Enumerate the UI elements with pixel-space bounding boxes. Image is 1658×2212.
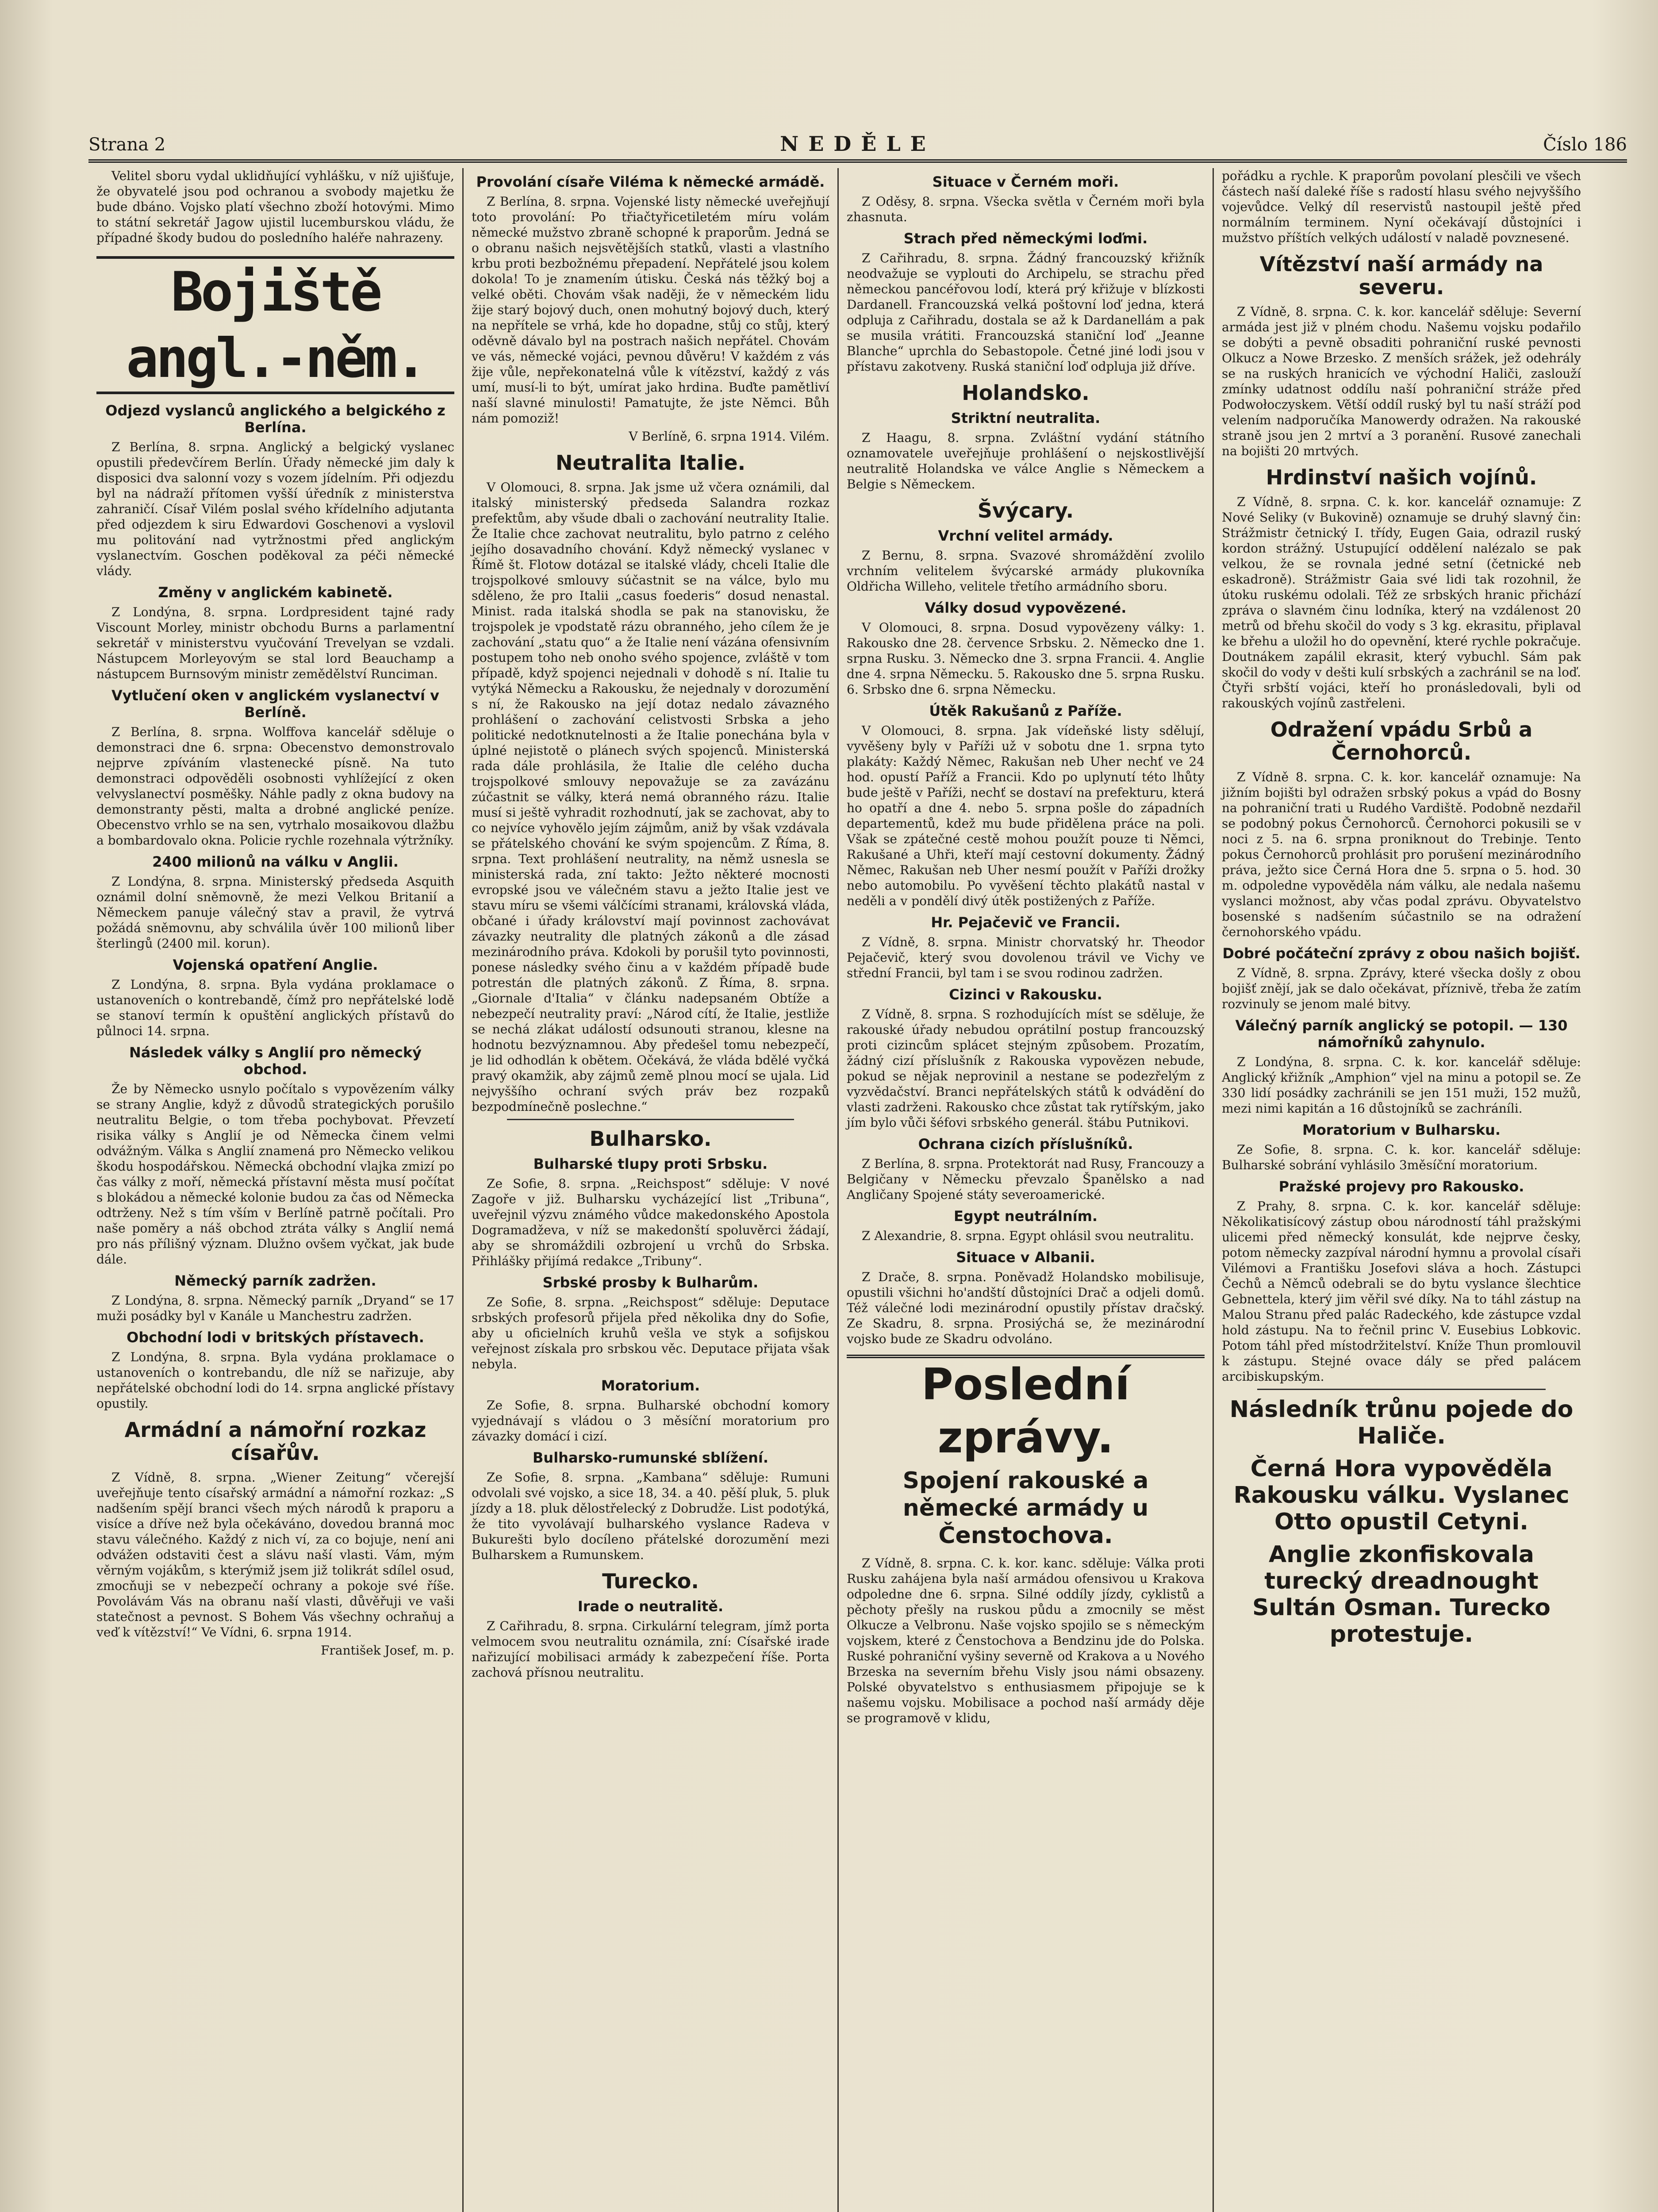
- article-subheading: Irade o neutralitě.: [577, 1598, 724, 1615]
- article-text: Z Vídně, 8. srpna. „Wiener Zeitung“ včerejší uveřejňuje tento císařský armádní a námořní rozkaz: „S nadšením spějí branci všech mých národů k praporu a visíce a dříve než byla očekáváno, dovedou branná moc stavu válečného. Každý z nich ví, za co bojuje, není ani odvážen odstaviti čest a slávu naší vlasti. Vám, mým věrným vojákům, s kterýmiž jsem již tolikrát sdílel osud, zmocňuji se v nebezpečí ochrany a pokoje své říše. Povolávám Vás na obranu naší vlasti, důvěřuji ve vaši statečnost a pevnost. S Bohem Vás všechny ochraňuj a veď k vítězství!“ Ve Vídni, 6. srpna 1914.: [96, 1470, 454, 1640]
- article-text: Ze Sofie, 8. srpna. „Reichspost“ sděluje: Deputace srbských profesorů přijela před několika dny do Sofie, aby u oficielních kruhů vešla ve styk a sofijskou veřejnost získala pro srbskou věc. Deputace přijata však nebyla.: [472, 1295, 829, 1371]
- article-text: Velitel sboru vydal uklidňující vyhlášku, v níž ujišťuje, že obyvatelé jsou pod ochranou a svobody majetku že bude dbáno. Vojsko platí všechno zboží hotovými. Mimo to státní sekretář Jagow ujistil lucemburskou vládu, že případné škody budou do posledního haléře nahrazeny.: [96, 169, 454, 245]
- article-heading: Strach před německými loďmi.: [903, 230, 1148, 247]
- article-text: Z Cařihradu, 8. srpna. Žádný francouzský křižník neodvažuje se vyplouti do Archipelu, se strachu před německou pancéřovou lodí, která prý křižuje v blízkosti Dardanell. Francouzská velká poštovní loď jedna, která odpluja z Cařihradu, dostala se až k Dardanellám a pak se musila vrátiti. Francouzská staniční loď „Jeanne Blanche“ uprchla do Sebastopole. Četné jiné lodi jsou v přístavu zakotveny. Ruská staniční loď odpluja již dříve.: [847, 251, 1205, 374]
- article-subheading: Vrchní velitel armády.: [938, 527, 1113, 544]
- article-text: Z Oděsy, 8. srpna. Všecka světla v Černém moři byla zhasnuta.: [847, 194, 1205, 224]
- article-text: Z Cařihradu, 8. srpna. Cirkulární telegram, jímž porta velmocem svou neutralitu oznámila, zní: Císařské irade nařizující mobilisaci armády k zabezpečení říše. Porta zachová přísnou neutralitu.: [472, 1619, 829, 1680]
- article-heading: Hr. Pejačevič ve Francii.: [931, 914, 1121, 931]
- article-text: Z Vídně, 8. srpna. Zprávy, které všecka došly z obou bojišť znějí, jak se dalo očekávat, příznivě, třeba že zatím rozvinuly se jenom malé bitvy.: [1222, 966, 1581, 1011]
- column-3: [839, 168, 1214, 2212]
- article-text: Z Vídně, 8. srpna. C. k. kor. kanc. sděluje: Válka proti Rusku zahájena byla naší armádou ofensivou u Krakova odpoledne dne 6. srpna. Silné oddíly jízdy, cyklistů a pěchoty přešly na ruskou půdu a zmocnily se měst Olkucze a Velbronu. Naše vojsko spojilo se s německým vojskem, které z Čenstochova a Bendzinu jde do Polska. Ruské pohraniční vyšiny severně od Krakova a u Nového Brzeska na severním břehu Visly jsou námi obsazeny. Polské obyvatelstvo s enthusiasmem připojuje se k našemu vojsku. Mobilisace a pochod naší armády děje se programově v klidu,: [847, 1556, 1205, 1725]
- bulletin: Černá Hora vypověděla Rakousku válku. Vyslanec Otto opustil Cetyni.: [1233, 1455, 1570, 1535]
- section-banner: Bojiště angl.-něm.: [96, 256, 454, 394]
- columns: [88, 168, 1627, 2212]
- article-heading: Situace v Albanii.: [956, 1249, 1095, 1266]
- masthead: NEDĚLE: [780, 132, 936, 156]
- article-heading: Turecko.: [602, 1569, 699, 1593]
- article-heading: Odjezd vyslanců anglického a belgického z Berlína.: [105, 402, 445, 436]
- article-heading: Bulharsko-rumunské sblížení.: [533, 1449, 768, 1466]
- article-heading: Provolání císaře Viléma k německé armádě.: [476, 173, 825, 190]
- article-heading: Války dosud vypovězené.: [925, 599, 1127, 616]
- article-heading: Bulharsko.: [589, 1127, 712, 1151]
- article-heading: Situace v Černém moři.: [932, 173, 1119, 190]
- article-heading: Dobré počáteční zprávy z obou našich bojišť.: [1222, 945, 1581, 962]
- article-text: Z Bernu, 8. srpna. Svazové shromáždění zvolilo vrchním velitelem švýcarské armády plukovníka Oldřicha Willeho, velitele třetího armádního sboru.: [847, 548, 1205, 594]
- article-heading: Holandsko.: [962, 381, 1090, 405]
- article-text: Z Vídně, 8. srpna. S rozhodujících míst se sděluje, že rakouské úřady nebudou oprátilní postup francouzský proti cizincům splácet stejným způsobem. Prozatím, žádný cizí příslušník z Rakouska vypovězen nebude, pokud se nějak neprovinil a nestane se podezřelým z vyzvědačství. Branci nepřátelských států k odvádění do vlasti zadrženi. Rakousko chce zůstat tak rytířským, jako jím bylo vůči šéfovi srbského generál. štábu Putnikovi.: [847, 1007, 1205, 1130]
- divider: [507, 1119, 794, 1120]
- column-4: [1214, 168, 1589, 2212]
- article-text: pořádku a rychle. K praporům povolaní plesčili ve všech částech naší daleké říše s radostí hlasu svého nejvyššího vojevůdce. Velký díl reservistů nastoupil ještě před normálním terminem. Nyní očekávají důstojníci i mužstvo příštích velkých událostí v naladě povznesené.: [1222, 169, 1581, 245]
- article-text: Z Vídně 8. srpna. C. k. kor. kancelář oznamuje: Na jižním bojišti byl odražen srbský pokus a vpád do Bosny na pohraniční trati u Rudého Vardiště. Podobně nezdařil se podobný pokus Černohorců. Černohorci pokusili se v noci z 5. na 6. srpna proniknout do Trebinje. Tento pokus Černohorců prohlásit pro porušení mezinárodního práva, ježto sice Černá Hora dne 5. srpna o 5. hod. 30 m. odpoledne vypověděla nám válku, ale nedala našemu vyslanci možnost, aby včas podal zprávu. Obyvatelstvo bosenské s nadšením súčastnilo se na odražení černohorského vpádu.: [1222, 770, 1581, 939]
- bulletin: Následník trůnu pojede do Haliče.: [1229, 1396, 1574, 1449]
- article-heading: Odražení vpádu Srbů a Černohorců.: [1270, 718, 1533, 764]
- article-subheading: Striktní neutralita.: [951, 410, 1101, 426]
- signature: V Berlíně, 6. srpna 1914. Vilém.: [629, 429, 829, 444]
- page-number: Strana 2: [88, 134, 166, 155]
- article-subheading: Bulharské tlupy proti Srbsku.: [533, 1156, 768, 1172]
- article-heading: Armádní a námořní rozkaz císařův.: [124, 1418, 426, 1465]
- article-heading: Změny v anglickém kabinetě.: [158, 584, 393, 601]
- page-header: [88, 119, 1627, 163]
- article-text: V Olomouci, 8. srpna. Jak vídeňské listy sdělují, vyvěšeny byly v Paříži už v sobotu dne 1. srpna tyto plakáty: Každý Němec, Rakušan neb Uher nechť ve 24 hod. opustí Paříž a Francii. Kdo po uplynutí této lhůty bude ještě v Paříži, nechť se dostaví na prefekturu, která ho opatří a dne 4. nebo 5. srpna pošle do západních departementů, kdež mu bude přidělena práce na poli. Však se zpátečné cestě mohou použít pouze ti Němci, Rakušané a Uhři, kteří mají cestovní dokumenty. Žádný Němec, Rakušan neb Uher nesmí použít v Paříži drožky nebo automobilu. Po vyvěšení těchto plakátů nastal v neděli a v pondělí divý útěk postižených z Paříže.: [847, 723, 1205, 908]
- article-text: Z Berlína, 8. srpna. Vojenské listy německé uveřejňují toto provolání: Po třiačtyřicetiletém míru volám německé mužstvo zbraně schopné k praporům. Jedná se o obranu našich nejsvětějších statků, vlasti a vlastního krbu proti bezbožnému přepadení. Nepřátelé jsou kolem dokola! To je znamením útisku. Česká nás těžký boj a velké oběti. Chovám však naději, že v německém lidu žije starý bojový duch, onen mohutný bojový duch, který na nepřítele se vrhá, kde ho dopadne, stůj co stůj, který oděvně dávalo byl na postrach našich nepřátel. Chovám ve vás, německé vojáci, pevnou důvěru! V každém z vás žije vůle, nepřekonatelná vůle k vítězství, každý z vás umí, musí-li to být, umírat jako hrdina. Buďte pamětliví naší slavné minulosti! Pamatujte, že jste Němci. Bůh nám pomoziž!: [472, 194, 829, 426]
- article-heading: Ochrana cizích příslušníků.: [918, 1136, 1133, 1152]
- article-text: V Olomouci, 8. srpna. Jak jsme už včera oznámili, dal italský ministerský předseda Salandra rozkaz prefektům, aby všude dbali o zachování neutrality Italie. Že Italie chce zachovat neutralitu, bylo patrno z celého jejího dosavadního chování. Když německý vyslanec v Římě št. Flotow dotázal se italské vlády, chceli Italie dle trojspolkové smlouvy súčastnit se na válce, bylo mu sděleno, že pro Italii „casus foederis“ dosud nenastal. Minist. rada italská shodla se pak na stanovisku, že trojspolek je vpodstatě rázu obranného, jeho cílem že je zachování „statu quo“ a že Italie není vázána ofensivním postupem toho neb onoho svého spojence, zvláště v tom případě, když spojenci nejednali v dohodě s ní. Italie tu vytýká Německu a Rakousku, že nejednaly v dorozumění s ní, že Rakousko na její dotaz nedalo závazného prohlášení o zachování celistvosti Srbska a jeho politické nedotknutelnosti a že Italie ponechána byla v úplné nejistotě o plánech svých spojenců. Ministerská rada dále prohlásila, že Italie dle celého ducha trojspolkové smlouvy nepovažuje se za zavázánu zúčastnit se války, která nemá obranného rázu. Italie musí si ještě vyhradit rozhodnutí, jak se zachovat, aby to co nejvíce vyhovělo jejím zájmům, aniž by však vzdávala se přátelského chování ke svým spojencům. Z Říma, 8. srpna. Text prohlášení neutrality, na němž usnesla se ministerská rada, zní takto: Ježto některé mocnosti evropské jsou ve válečném stavu a ježto Italie jest ve stavu míru se všemi válčícími stranami, královská vláda, občané i úřady království mají povinnost zachovávat závazky neutrality dle platných zákonů a dle zásad mezinárodního práva. Kdokoli by porušil tyto povinnosti, ponese následky svého činu a v každém případě bude potrestán dle platných zákonů. Z Říma, 8. srpna. „Giornale d'Italia“ v článku nadepsaném Obtíže a nebezpečí neutrality praví: „Národ cítí, že Italie, jestliže se nechá zlákat událostí odsunouti stranou, klesne na hodnotu bezvýznamnou. Aby předešel tomu nebezpečí, je lid odhodlán k obětem. Očekává, že vláda bdělé vyčká pravý okamžik, aby zájmů země plnou mocí se ujala. Lid nejvyššího ochraní svých práv bez rozpaků bezpodmínečně poslechne.“: [472, 480, 829, 1114]
- article-heading: Válečný parník anglický se potopil. — 130 námořníků zahynulo.: [1235, 1017, 1568, 1051]
- article-text: Že by Německo usnylo počítalo s vypovězením války se strany Anglie, když z důvodů strategických porušilo neutralitu Belgie, o tom třeba pochybovat. Převzetí risika války s Anglií je od Německa činem velmi odvážným. Válka s Anglií znamená pro Německo velikou škodu hospodářskou. Německá obchodní vlajka zmizí po čas války z moří, německá přístavní města musí počítat s blokádou a německé kolonie budou za čas od Německa odtrženy. Než s tím vším v Berlíně patrně počítali. Pro naše poměry a náš obchod ztráta války s Anglií nemá pro nás přílišný význam. Dlužno ovšem vyčkat, jak bude dále.: [96, 1082, 454, 1267]
- article-heading: Následek války s Anglií pro německý obchod.: [129, 1044, 422, 1078]
- article-text: Ze Sofie, 8. srpna. Bulharské obchodní komory vyjednávají s vládou o 3 měsíční moratorium pro závazky domácí i cizí.: [472, 1398, 829, 1444]
- article-text: Z Vídně, 8. srpna. Ministr chorvatský hr. Theodor Pejačevič, který svou dovolenou trávil ve Vichy ve střední Francii, byl tam i se svou rodinou zadržen.: [847, 935, 1205, 980]
- column-1: [88, 168, 464, 2212]
- article-heading: Egypt neutrálním.: [953, 1208, 1098, 1225]
- article-text: Z Berlína, 8. srpna. Anglický a belgický vyslanec opustili předevčírem Berlín. Úřady německé jim daly k disposici dva salonní vozy s vozem jídelním. Při odjezdu byl na nádraží přítomen vyšší úředník z ministerstva zahraničí. Císař Vilém poslal svého křídelního adjutanta před odjezdem k siru Edwardovi Goschenovi a vyslovil mu politování nad vytržnostmi před anglickým vyslanectvím. Goschen poděkoval za péči německé vlády.: [96, 440, 454, 578]
- article-heading: Pražské projevy pro Rakousko.: [1278, 1178, 1524, 1195]
- latest-news-banner: Poslední zprávy.: [847, 1355, 1205, 1464]
- bulletin: Anglie zkonfiskovala turecký dreadnought Sultán Osman. Turecko protestuje.: [1252, 1541, 1551, 1647]
- article-heading: 2400 milionů na válku v Anglii.: [152, 853, 399, 870]
- article-heading: Moratorium v Bulharsku.: [1302, 1121, 1501, 1138]
- article-text: Z Berlína, 8. srpna. Protektorát nad Rusy, Francouzy a Belgičany v Německu převzalo Španělsko a nad Angličany Spojené státy severoamerické.: [847, 1156, 1205, 1202]
- article-heading: Útěk Rakušanů z Paříže.: [929, 703, 1122, 719]
- article-heading: Vítězství naší armády na severu.: [1259, 252, 1543, 299]
- article-text: Z Drače, 8. srpna. Poněvadž Holandsko mobilisuje, opustili všichni ho'andští důstojníci Drač a odjeli domů. Též válečné lodi mezinárodní opustily přístav dračský. Ze Skadru, 8. srpna. Prosiýchá se, že mezinárodní vojsko bude ze Skadru odvoláno.: [847, 1270, 1205, 1346]
- article-text: Z Alexandrie, 8. srpna. Egypt ohlásil svou neutralitu.: [862, 1229, 1194, 1243]
- article-text: Z Londýna, 8. srpna. Ministerský předseda Asquith oznámil dolní sněmovně, že mezi Velkou Britanií a Německem panuje válečný stav a pravil, že vytrvá požádá sněmovnu, aby schválila úvěr 100 milionů liber šterlingů (2400 mil. korun).: [96, 874, 454, 951]
- article-heading: Švýcary.: [977, 499, 1074, 522]
- article-text: Z Londýna, 8. srpna. C. k. kor. kancelář sděluje: Anglický křižník „Amphion“ vjel na minu a potopil se. Ze 330 lidí posádky zachránili se jen 151 muži, 152 mužů, mezi nimi kapitán a 16 důstojníků se zachráníli.: [1222, 1055, 1581, 1116]
- article-text: Z Londýna, 8. srpna. Německý parník „Dryand“ se 17 muži posádky byl v Kanále u Manchestru zadržen.: [96, 1293, 454, 1323]
- issue-number: Číslo 186: [1543, 134, 1627, 155]
- article-heading: Vytlučení oken v anglickém vyslanectví v Berlíně.: [111, 687, 439, 721]
- article-text: Z Londýna, 8. srpna. Lordpresident tajné rady Viscount Morley, ministr obchodu Burns a parlamentní sekretář v ministerstvu vyučování Trevelyan se vzdali. Nástupcem Morleyovým se stal lord Beauchamp a nástupcem Burnsovým ministr zemědělství Runciman.: [96, 605, 454, 681]
- column-2: [464, 168, 839, 2212]
- signature: František Josef, m. p.: [321, 1643, 454, 1658]
- article-heading: Obchodní lodi v britských přístavech.: [127, 1329, 424, 1346]
- article-text: Z Vídně, 8. srpna. C. k. kor. kancelář sděluje: Severní armáda jest již v plném chodu. Našemu vojsku podařilo se dobýti a pevně obsaditi pohraniční ruské pevnosti Olkucz a Nowe Brzesko. Z menších srážek, jež odehrály se na ruských hranicích ve východní Haliči, zaslouží zmínky udatnost oddílu naší pohraniční stráže před Podwołoczyskem. Větší oddíl ruský byl tu naší stráží pod velením nadporučíka Manowerdy odražen. Na rakouské straně jsou jen 2 mrtví a 3 poranění. Rusové zanechali na bojišti 20 mrtvých.: [1222, 304, 1581, 458]
- divider: [1257, 1389, 1546, 1390]
- article-heading: Hrdinství našich vojínů.: [1266, 465, 1537, 489]
- article-heading: Německý parník zadržen.: [174, 1272, 376, 1289]
- article-text: Z Berlína, 8. srpna. Wolffova kancelář sděluje o demonstraci dne 6. srpna: Obecenstvo demonstrovalo nejprve zpíváním vlastenecké písně. Na tuto demonstraci odpověděli osobnosti vyhlížející z oken velvyslanectví posměšky. Náhle padly z okna budovy na demonstranty pěsti, malta a drobné anglické peníze. Obecenstvo vrhlo se na sen, vytrhalo mosaikovou dlažbu a bombardovalo okna. Policie rychle rozehnala výtržníky.: [96, 725, 454, 848]
- article-heading: Cizinci v Rakousku.: [949, 986, 1102, 1003]
- article-text: Z Prahy, 8. srpna. C. k. kor. kancelář sděluje: Několikatisícový zástup obou národností táhl pražskými ulicemi před německý konsulát, kde nejprve česky, potom německy zazpíval národní hymnu a provolal císaři Vilémovi a Františku Josefovi sláva a hoch. Zástupci Čechů a Němců odebrali se do bytu vyslance šlechtice Gebnettela, který jim věřil své díky. Na to táhl zástup na Malou Stranu před palác Radeckého, kde zástupce vzdal hold zástupu. Na to řečnil princ V. Eusebius Lobkovic. Potom táhl před místodržitelství. Kníže Thun promlouvil k zástupu. Stejné ovace dály se před palácem arcibiskupským.: [1222, 1199, 1581, 1384]
- article-text: Ze Sofie, 8. srpna. C. k. kor. kancelář sděluje: Bulharské sobrání vyhlásilo 3měsíční moratorium.: [1222, 1142, 1581, 1172]
- article-text: Ze Sofie, 8. srpna. „Reichspost“ sděluje: V nové Zagoře v již. Bulharsku vycházející list „Tribuna“, uveřejnil výzvu známého vůdce makedonského Apostola Dogramadževa, v níž se makedonští spoluvěrci žádají, aby se shromáždili ozbrojení u vrchů do Srbska. Přihlášky přijímá redakce „Tribuny“.: [472, 1176, 829, 1268]
- article-text: Z Haagu, 8. srpna. Zvláštní vydání státního oznamovatele uveřejňuje prohlášení o nejskostlivější neutralitě Holandska ve válce Anglie s Německem a Belgie s Německem.: [847, 430, 1205, 492]
- article-heading: Spojení rakouské a německé armády u Čenstochova.: [902, 1467, 1149, 1549]
- article-heading: Moratorium.: [601, 1377, 700, 1394]
- article-text: Z Vídně, 8. srpna. C. k. kor. kancelář oznamuje: Z Nové Seliky (v Bukovině) oznamuje se druhý slavný čin: Strážmistr četnický I. třídy, Eugen Gaia, odrazil ruský kordon strážný. Ustupující oddělení nalézalo se pak velkou, že se rovnala jedné setní (četnické neb eskadroně). Strážmistr Gaia své lidi tak rozohnil, že útoku ruskému odolali. Též ze srbských hranic přichází zpráva o slavném činu lodníka, který na vzdálenost 20 metrů od břehu skočil do vody s 3 kg. ekrasitu, připlaval ke břehu a uložil ho do opevnění, které rychle pokračuje. Doutnákem zapálil ekrasit, který vybuchl. Sám pak skočil do vody v dešti kulí srbských a zachránil se na loď. Čtyři srbští vojáci, kteří ho pronásledovali, byli od rakouských vojínů zastřeleni.: [1222, 495, 1581, 710]
- article-text: Ze Sofie, 8. srpna. „Kambana“ sděluje: Rumuni odvolali své vojsko, a sice 18, 34. a 40. pěší pluk, 5. pluk jízdy a 18. pluk dělostřelecký z Dobrudže. List podotýká, že tito vyvolávají bulharského vyslance Radeva v Bukurešti bylo docíleno přátelské dorozumění mezi Bulharskem a Rumunskem.: [472, 1470, 829, 1562]
- article-text: Z Londýna, 8. srpna. Byla vydána proklamace o ustanoveních o kontrebandu, dle níž se nařizuje, aby nepřátelské obchodní lodi do 14. srpna anglické přístavy opustily.: [96, 1350, 454, 1411]
- article-heading: Vojenská opatření Anglie.: [173, 956, 378, 973]
- article-text: Z Londýna, 8. srpna. Byla vydána proklamace o ustanoveních o kontrebandě, čímž pro nepřátelské lodě se stanoví termín k opuštění anglických přístavů do půlnoci 14. srpna.: [96, 977, 454, 1038]
- article-heading: Neutralita Italie.: [555, 451, 746, 475]
- article-heading: Srbské prosby k Bulharům.: [542, 1274, 759, 1291]
- article-text: V Olomouci, 8. srpna. Dosud vypovězeny války: 1. Rakousko dne 28. července Srbsku. 2. Německo dne 1. srpna Rusku. 3. Německo dne 3. srpna Francii. 4. Anglie dne 4. srpna Německu. 5. Rakousko dne 5. srpna Rusku. 6. Srbsko dne 6. srpna Německu.: [847, 620, 1205, 697]
